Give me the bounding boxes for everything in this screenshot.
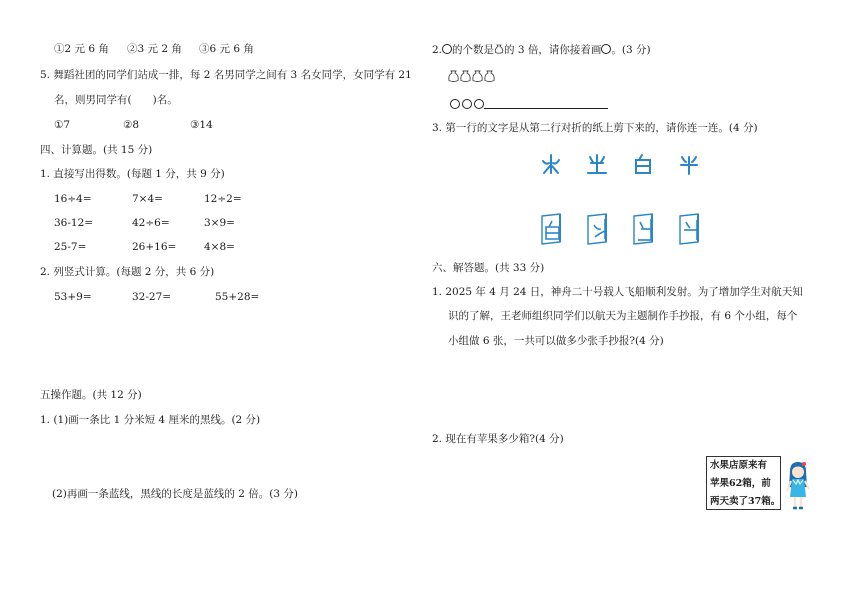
q5-option-1: ①7 [54, 119, 71, 131]
vertical-calc-item: 32-27= [132, 291, 172, 303]
direct-calc-item: 42÷6= [132, 217, 170, 229]
callout-line: 苹果62箱，前 [710, 478, 771, 489]
q6-2-stem: 2. 现在有苹果多少箱?(4 分) [432, 433, 564, 445]
section-5-title: 五操作题。(共 12 分) [40, 389, 142, 401]
cut-character-icon[interactable] [632, 153, 654, 175]
q6-1-line1: 1. 2025 年 4 月 24 日，神舟二十号载人飞船顺利发射。为了增加学生对航天知 [432, 286, 803, 298]
answer-line[interactable] [484, 108, 608, 109]
direct-calc-item: 26+16= [132, 241, 177, 253]
callout-line: 水果店原来有 [710, 460, 768, 471]
q5-stem-line2: 名，则男同学有( )名。 [54, 94, 178, 106]
folded-paper-icon[interactable] [632, 213, 654, 245]
direct-calc-item: 3×9= [204, 217, 235, 229]
folded-paper-icon[interactable] [540, 213, 562, 245]
q5-1-part-b: (2)再画一条蓝线，黑线的长度是蓝线的 2 倍。(3 分) [52, 488, 298, 500]
direct-calc-item: 25-7= [54, 241, 87, 253]
folded-paper-icon[interactable] [678, 213, 700, 245]
speech-callout [706, 456, 781, 510]
bag-icon [494, 43, 504, 54]
q4-1-title: 1. 直接写出得数。(每题 1 分，共 9 分) [40, 168, 225, 180]
q5-stem-line1: 5. 舞蹈社团的同学们站成一排，每 2 名男同学之间有 3 名女同学，女同学有 21 [40, 69, 412, 81]
q6-1-line3: 小组做 6 张，一共可以做多少张手抄报?(4 分) [448, 335, 664, 347]
q4-2-title: 2. 列竖式计算。(每题 2 分，共 6 分) [40, 266, 215, 278]
q3-stem: 3. 第一行的文字是从第二行对折的纸上剪下来的，请你连一连。(4 分) [432, 122, 758, 134]
circle-icon [601, 44, 611, 54]
q5-1-part-a: 1. (1)画一条比 1 分米短 4 厘米的黑线。(2 分) [40, 414, 261, 426]
callout-line: 两天卖了37箱。 [710, 496, 781, 507]
q4-option-3: ③6 元 6 角 [199, 43, 254, 55]
direct-calc-item: 4×8= [204, 241, 235, 253]
q4-option-1: ①2 元 6 角 [54, 43, 109, 55]
circle-icon [449, 98, 489, 110]
section-6-title: 六、解答题。(共 33 分) [432, 262, 545, 274]
girl-illustration [784, 461, 812, 511]
direct-calc-item: 16÷4= [54, 193, 92, 205]
vertical-calc-item: 55+28= [215, 291, 260, 303]
direct-calc-item: 36-12= [54, 217, 94, 229]
circle-icon [442, 44, 452, 54]
section-4-title: 四、计算题。(共 15 分) [40, 144, 153, 156]
q2-stem: 2. 的个数是 的 3 倍，请你接着画 。(3 分) [432, 44, 651, 56]
cut-character-icon[interactable] [586, 153, 608, 175]
q5-option-2: ②8 [123, 119, 140, 131]
bag-icon [448, 68, 496, 84]
folded-paper-icon[interactable] [586, 213, 608, 245]
q5-option-3: ③14 [190, 119, 213, 131]
direct-calc-item: 7×4= [132, 193, 163, 205]
vertical-calc-item: 53+9= [54, 291, 92, 303]
direct-calc-item: 12÷2= [204, 193, 242, 205]
q6-1-line2: 识的了解，王老师组织同学们以航天为主题制作手抄报，有 6 个小组，每个 [448, 310, 798, 322]
cut-character-icon[interactable] [540, 153, 562, 175]
q4-option-2: ②3 元 2 角 [127, 43, 182, 55]
cut-character-icon[interactable] [678, 153, 700, 175]
